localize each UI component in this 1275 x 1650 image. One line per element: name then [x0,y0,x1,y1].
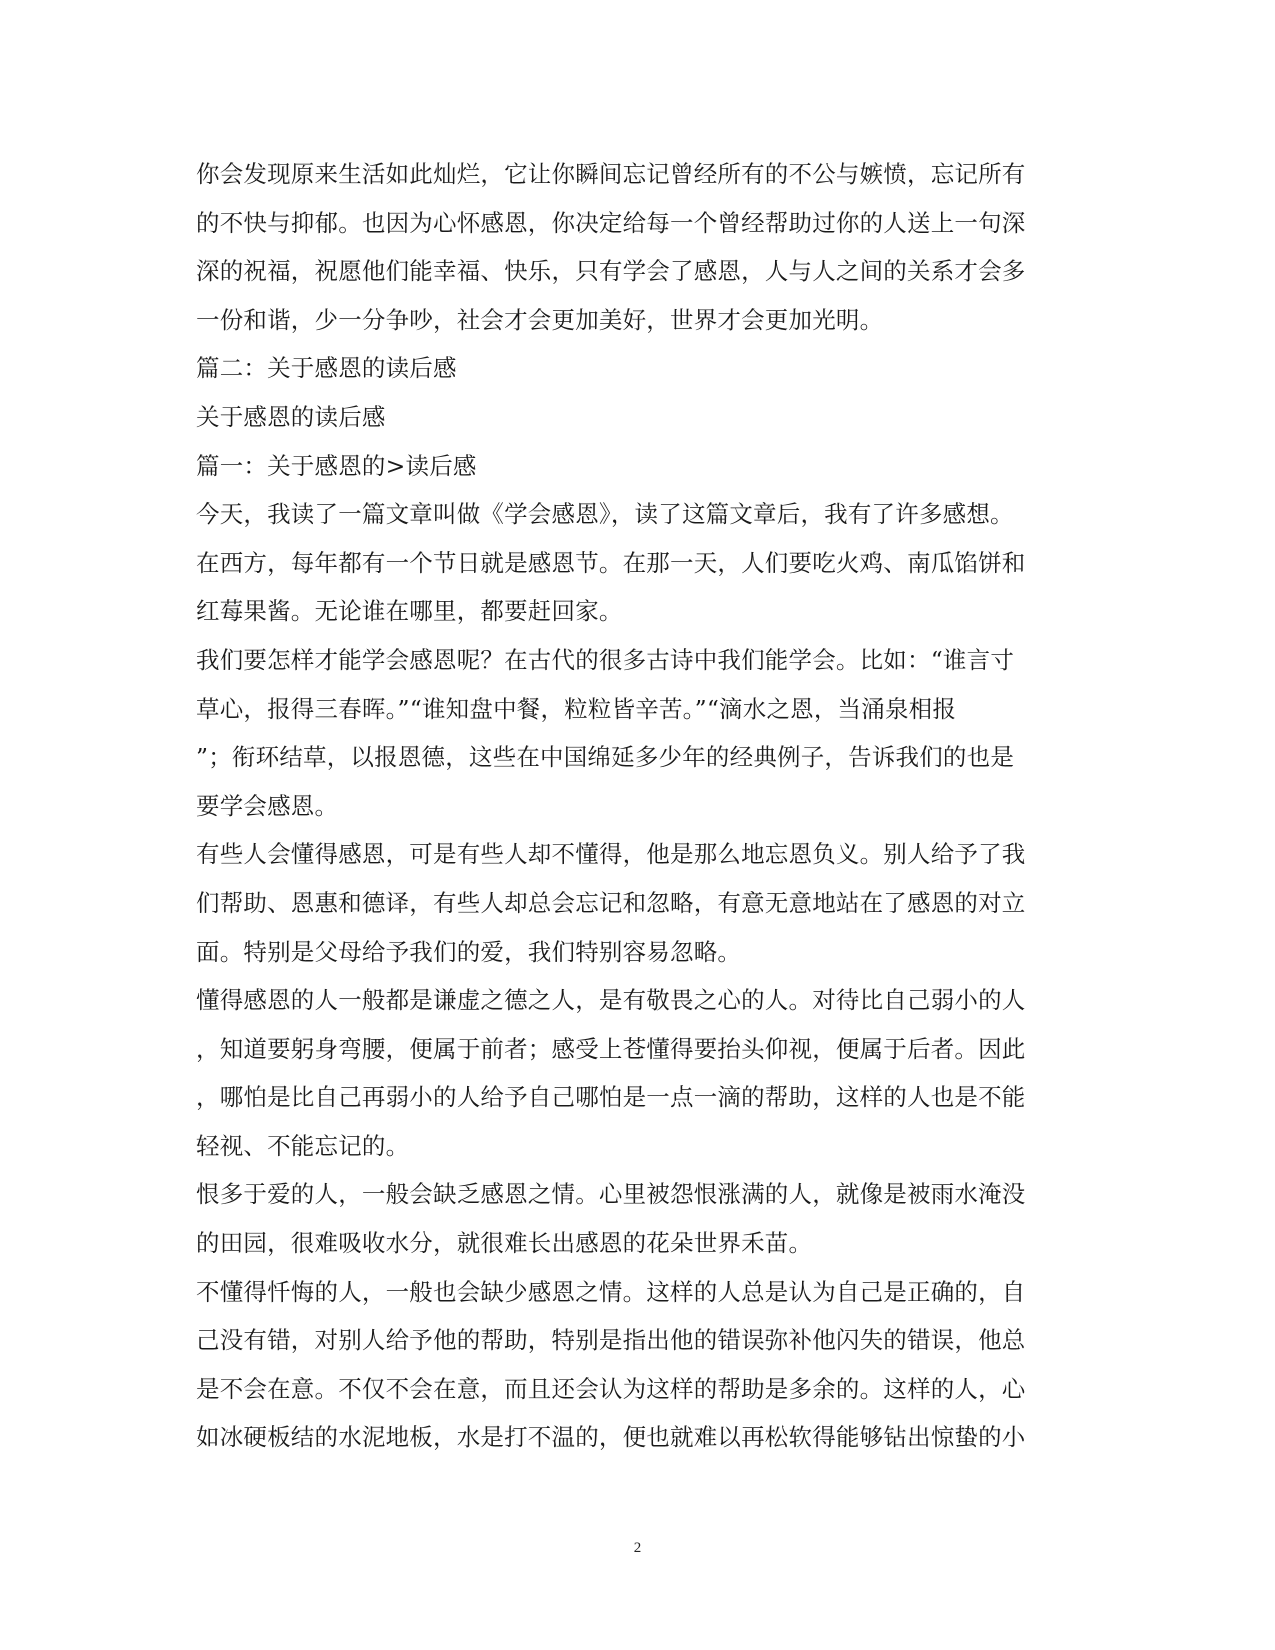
text-line: 我们要怎样才能学会感恩呢？在古代的很多古诗中我们能学会。比如：“谁言寸 [196,645,1015,674]
text-line: ”；衔环结草，以报恩德，这些在中国绵延多少年的经典例子，告诉我们的也是 [196,743,1015,772]
text-line: 在西方，每年都有一个节日就是感恩节。在那一天，人们要吃火鸡、南瓜馅饼和 [196,548,1026,577]
text-line: 有些人会懂得感恩，可是有些人却不懂得，他是那么地忘恩负义。别人给予了我 [196,840,1026,869]
text-line: 你会发现原来生活如此灿烂，它让你瞬间忘记曾经所有的不公与嫉愤，忘记所有 [196,160,1026,188]
text-line: 恨多于爱的人，一般会缺乏感恩之情。心里被怨恨涨满的人，就像是被雨水淹没 [196,1180,1026,1209]
page-number: 2 [633,1540,642,1556]
text-line: 深的祝福，祝愿他们能幸福、快乐，只有学会了感恩，人与人之间的关系才会多 [196,257,1026,286]
text-line: 今天，我读了一篇文章叫做《学会感恩》，读了这篇文章后，我有了许多感想。 [196,500,1014,529]
section-heading: 篇一：关于感恩的>读后感 [196,451,477,480]
text-line: 懂得感恩的人一般都是谦虚之德之人，是有敬畏之心的人。对待比自己弱小的人 [196,986,1026,1015]
section-heading: 关于感恩的读后感 [196,402,386,431]
text-line: 的田园，很难吸收水分，就很难长出感恩的花朵世界禾苗。 [196,1229,813,1258]
text-line: 红莓果酱。无论谁在哪里，都要赶回家。 [196,597,623,626]
text-line: ，知道要躬身弯腰，便属于前者；感受上苍懂得要抬头仰视，便属于后者。因此 [196,1034,1026,1063]
text-line: 的不快与抑郁。也因为心怀感恩，你决定给每一个曾经帮助过你的人送上一句深 [196,208,1026,237]
text-line: 轻视、不能忘记的。 [196,1131,410,1160]
section-heading: 篇二：关于感恩的读后感 [196,354,457,383]
text-line: 要学会感恩。 [196,791,339,820]
text-line: 们帮助、恩惠和德译，有些人却总会忘记和忽略，有意无意地站在了感恩的对立 [196,888,1026,917]
text-line: 己没有错，对别人给予他的帮助，特别是指出他的错误弥补他闪失的错误，他总 [196,1326,1026,1355]
text-line: 不懂得忏悔的人，一般也会缺少感恩之情。这样的人总是认为自己是正确的，自 [196,1277,1026,1306]
text-line: 是不会在意。不仅不会在意，而且还会认为这样的帮助是多余的。这样的人，心 [196,1374,1026,1403]
text-line: 一份和谐，少一分争吵，社会才会更加美好，世界才会更加光明。 [196,305,884,334]
text-line: 草心，报得三春晖。”“谁知盘中餐，粒粒皆辛苦。”“滴水之恩，当涌泉相报 [196,694,957,723]
text-line: 面。特别是父母给予我们的爱，我们特别容易忽略。 [196,937,742,966]
text-line: ，哪怕是比自己再弱小的人给予自己哪怕是一点一滴的帮助，这样的人也是不能 [196,1083,1026,1112]
text-line: 如冰硬板结的水泥地板，水是打不温的，便也就难以再松软得能够钻出惊蛰的小 [196,1423,1026,1452]
document-body [196,150,1076,1462]
